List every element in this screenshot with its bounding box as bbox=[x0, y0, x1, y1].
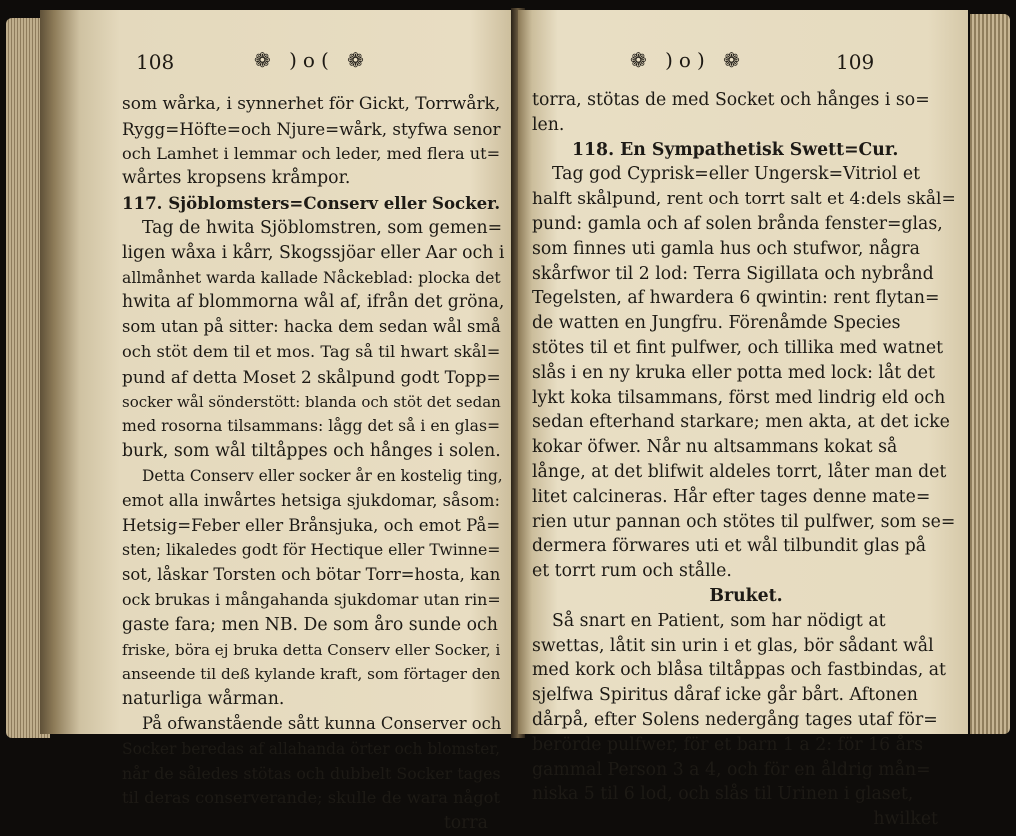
text-line: emot alla inwårtes hetsiga sjukdomar, såsom: bbox=[122, 490, 501, 510]
text-line: som finnes uti gamla hus och stufwor, några bbox=[532, 238, 920, 259]
right-page-header bbox=[518, 50, 968, 80]
text-line: Tegelsten, af hwardera 6 qwintin: rent flytan= bbox=[532, 288, 940, 309]
text-line: Rygg=Höfte=och Njure=wårk, styfwa senor bbox=[122, 118, 501, 139]
text-line: rien utur pannan och stötes til pulfwer, som se= bbox=[532, 511, 956, 532]
text-line: och stöt dem til et mos. Tag så til hwart skål= bbox=[122, 341, 501, 361]
text-line: Så snart en Patient, som har nödigt at bbox=[552, 610, 886, 631]
right-page-body bbox=[532, 88, 960, 832]
text-line: allmånhet warda kallade Nåckeblad: plocka det bbox=[122, 267, 501, 287]
text-line: litet calcineras. Hår efter tages denne mate= bbox=[532, 486, 931, 507]
text-line: de watten en Jungfru. Förenåmde Species bbox=[532, 313, 901, 334]
text-line: len. bbox=[532, 114, 565, 135]
right-page-ornament: ❁ )o) ❁ bbox=[630, 48, 746, 72]
text-line: och Lamhet i lemmar och leder, med flera ut= bbox=[122, 143, 501, 163]
text-line: niska 5 til 6 lod, och slås til Urinen i glaset, bbox=[532, 784, 914, 805]
text-line: et torrt rum och stålle. bbox=[532, 561, 732, 582]
right-page-number: 109 bbox=[836, 50, 875, 74]
left-page-body bbox=[122, 92, 504, 836]
text-line: socker wål sönderstött: blanda och stöt det sedan bbox=[122, 392, 501, 411]
text-line: sten; likaledes godt för Hectique eller Twinne= bbox=[122, 540, 501, 560]
text-line: kokar öfwer. Når nu altsammans kokat så bbox=[532, 437, 898, 458]
right-page bbox=[518, 10, 968, 830]
text-line: anseende til deß kylande kraft, som förtager den bbox=[122, 665, 501, 684]
open-book bbox=[6, 8, 1010, 834]
section-heading-bruket: Bruket. bbox=[709, 585, 783, 606]
left-page bbox=[40, 10, 518, 834]
text-line: sjelfwa Spiritus dåraf icke går bårt. Aftonen bbox=[532, 685, 918, 706]
text-line: når de således stötas och dubbelt Socker tages bbox=[122, 763, 501, 783]
text-line: ock brukas i mångahanda sjukdomar utan rin= bbox=[122, 589, 501, 609]
text-line: lykt koka tilsammans, först med lindrig eld och bbox=[532, 387, 946, 408]
text-line: berörde pulfwer, för et barn 1 a 2: för 16 års bbox=[532, 734, 924, 755]
section-heading-117: 117. Sjöblomsters=Conserv eller Socker. bbox=[122, 193, 501, 214]
text-line: med kork och blåsa tiltåppas och fastbindas, at bbox=[532, 660, 946, 681]
left-page-header bbox=[40, 50, 518, 80]
page-edges-right bbox=[970, 14, 1010, 734]
text-line: dermera förwares uti et wål tilbundit glas på bbox=[532, 536, 927, 557]
text-line: slås i en ny kruka eller potta med lock: låt det bbox=[532, 362, 935, 383]
text-line: ligen wåxa i kårr, Skogssjöar eller Aar och i bbox=[122, 242, 505, 263]
text-line: dårpå, efter Solens nedergång tages utaf för= bbox=[532, 709, 938, 730]
text-line: hwita af blommorna wål af, ifrån det gröna, bbox=[122, 292, 505, 313]
text-line: gaste fara; men NB. De som åro sunde och bbox=[122, 614, 498, 635]
text-line: långe, at det blifwit aldeles torrt, låter man det bbox=[532, 461, 947, 482]
text-line: som utan på sitter: hacka dem sedan wål små bbox=[122, 317, 501, 337]
left-page-number: 108 bbox=[136, 50, 175, 74]
text-line: som wårka, i synnerhet för Gickt, Torrwårk, bbox=[122, 94, 501, 114]
text-line: wårtes kropsens kråmpor. bbox=[122, 168, 351, 189]
text-line: stötes til et fint pulfwer, och tillika med watnet bbox=[532, 337, 944, 358]
text-line: skårfwor til 2 lod: Terra Sigillata och nybrånd bbox=[532, 263, 934, 284]
text-line: swettas, låtit sin urin i et glas, bör sådant wål bbox=[532, 635, 934, 656]
text-line: friske, böra ej bruka detta Conserv eller Socker, i bbox=[122, 640, 501, 659]
text-line: sot, låskar Torsten och bötar Torr=hosta, kan bbox=[122, 565, 501, 585]
text-line: torra, stötas de med Socket och hånges i so= bbox=[532, 90, 930, 110]
text-line: Tag god Cyprisk=eller Ungersk=Vitriol et bbox=[552, 164, 921, 185]
text-line: Tag de hwita Sjöblomstren, som gemen= bbox=[142, 217, 503, 238]
section-heading-118: 118. En Sympathetisk Swett=Cur. bbox=[572, 139, 899, 160]
text-line: pund af detta Moset 2 skålpund godt Topp= bbox=[122, 366, 501, 387]
catchword: hwilket bbox=[873, 809, 938, 830]
text-line: sedan efterhand starkare; men akta, at det icke bbox=[532, 412, 950, 433]
left-page-ornament: ❁ )o( ❁ bbox=[254, 48, 370, 72]
text-line: Socker beredas af allahanda örter och blomster, bbox=[122, 739, 501, 758]
text-line: burk, som wål tiltåppes och hånges i solen. bbox=[122, 441, 501, 462]
text-line: gammal Person 3 a 4, och för en åldrig mån= bbox=[532, 759, 931, 780]
catchword: torra bbox=[443, 813, 488, 834]
text-line: til deras conserverande; skulle de wara något bbox=[122, 788, 500, 808]
text-line: Detta Conserv eller socker år en kostelig ting, bbox=[142, 466, 503, 485]
text-line: naturliga wårman. bbox=[122, 689, 285, 710]
text-line: halft skålpund, rent och torrt salt et 4:dels skål= bbox=[532, 189, 956, 210]
text-line: Hetsig=Feber eller Brånsjuka, och emot På= bbox=[122, 515, 501, 535]
text-line: med rosorna tilsammans: lågg det så i en glas= bbox=[122, 416, 501, 436]
text-line: På ofwanstående sått kunna Conserver och bbox=[142, 713, 502, 733]
text-line: pund: gamla och af solen brånda fenster=glas, bbox=[532, 213, 943, 234]
